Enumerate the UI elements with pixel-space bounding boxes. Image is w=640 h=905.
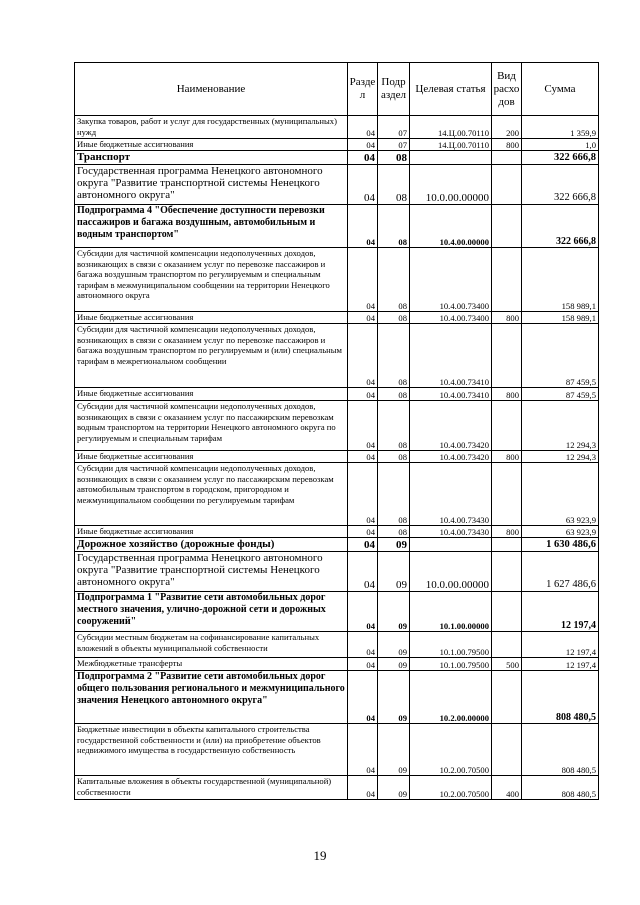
cell-podrazdel: 07 [378,139,410,151]
cell-vid [492,205,522,248]
cell-statya: 10.4.00.73420 [410,451,492,463]
table-row [75,724,599,776]
cell-podrazdel: 08 [378,312,410,324]
cell-vid: 800 [492,312,522,324]
cell-summa: 87 459,5 [522,388,599,401]
cell-vid [492,324,522,388]
cell-statya: 10.4.00.73420 [410,401,492,451]
cell-vid: 800 [492,451,522,463]
cell-name: Государственная программа Ненецкого автономного округа "Развитие транспортной системы Ненецкого автономного округа" [75,165,348,205]
cell-statya: 14.Ц.00.70110 [410,139,492,151]
cell-name: Субсидии для частичной компенсации недополученных доходов, возникающих в связи с оказанием услуг по перевозке пассажиров и багажа воздушным транспортом по регулируемым и (или) специальным тарифам в межрегиональном сообщении [75,324,348,388]
cell-statya [410,151,492,165]
table-row [75,463,599,526]
table-body [75,116,599,800]
cell-razdel: 04 [348,248,378,312]
cell-name: Подпрограмма 4 "Обеспечение доступности перевозки пассажиров и багажа воздушным, автомобильным и водным транспортом" [75,205,348,248]
cell-name: Государственная программа Ненецкого автономного округа "Развитие транспортной системы Ненецкого автономного округа" [75,552,348,592]
table-row [75,526,599,538]
cell-name: Иные бюджетные ассигнования [75,526,348,538]
cell-statya [410,538,492,552]
cell-statya: 10.0.00.00000 [410,552,492,592]
cell-razdel: 04 [348,451,378,463]
cell-razdel: 04 [348,139,378,151]
cell-vid [492,632,522,658]
cell-statya: 14.Ц.00.70110 [410,116,492,139]
cell-podrazdel: 08 [378,463,410,526]
cell-vid [492,248,522,312]
header-vid: Вид расхо дов [492,63,522,116]
cell-statya: 10.4.00.73430 [410,463,492,526]
cell-razdel: 04 [348,312,378,324]
cell-podrazdel: 08 [378,165,410,205]
cell-podrazdel: 08 [378,248,410,312]
cell-summa: 12 197,4 [522,658,599,671]
cell-summa: 322 666,8 [522,151,599,165]
cell-summa: 12 294,3 [522,401,599,451]
cell-statya: 10.4.00.00000 [410,205,492,248]
table-row [75,632,599,658]
cell-razdel: 04 [348,463,378,526]
cell-vid [492,671,522,724]
cell-razdel: 04 [348,632,378,658]
cell-statya: 10.1.00.00000 [410,592,492,632]
cell-podrazdel: 07 [378,116,410,139]
table-row [75,139,599,151]
table-row [75,165,599,205]
table-row [75,538,599,552]
budget-table [74,62,599,800]
cell-vid [492,401,522,451]
cell-summa: 158 989,1 [522,248,599,312]
cell-name: Субсидии для частичной компенсации недополученных доходов, возникающих в связи с оказанием услуг по пассажирским перевозкам водным транспортом на территории Ненецкого автономного округа по регулируемым и специальным тарифам [75,401,348,451]
cell-podrazdel: 08 [378,401,410,451]
cell-summa: 63 923,9 [522,463,599,526]
cell-podrazdel: 08 [378,388,410,401]
header-summa: Сумма [522,63,599,116]
cell-summa: 808 480,5 [522,776,599,800]
cell-name: Иные бюджетные ассигнования [75,451,348,463]
cell-summa: 322 666,8 [522,165,599,205]
cell-name: Субсидии для частичной компенсации недополученных доходов, возникающих в связи с оказанием услуг по перевозке пассажиров и багажа воздушным транспортом по регулируемым и специальным тарифам в межмуниципальном сообщении на территории Ненецкого автономного округа [75,248,348,312]
cell-podrazdel: 08 [378,324,410,388]
cell-vid [492,151,522,165]
table-row [75,401,599,451]
cell-podrazdel: 09 [378,538,410,552]
cell-summa: 322 666,8 [522,205,599,248]
table-row [75,451,599,463]
header-name: Наименование [75,63,348,116]
cell-vid [492,538,522,552]
table-row [75,388,599,401]
cell-podrazdel: 08 [378,451,410,463]
table-row [75,324,599,388]
cell-statya: 10.2.00.70500 [410,724,492,776]
table-row [75,671,599,724]
cell-summa: 12 197,4 [522,632,599,658]
cell-vid: 400 [492,776,522,800]
cell-vid [492,724,522,776]
cell-vid: 800 [492,139,522,151]
cell-statya: 10.4.00.73400 [410,312,492,324]
cell-razdel: 04 [348,116,378,139]
cell-summa: 1 630 486,6 [522,538,599,552]
cell-summa: 1,0 [522,139,599,151]
cell-podrazdel: 09 [378,592,410,632]
cell-summa: 808 480,5 [522,671,599,724]
table-row [75,552,599,592]
header-podrazdel: Подр аздел [378,63,410,116]
cell-razdel: 04 [348,538,378,552]
cell-podrazdel: 08 [378,526,410,538]
cell-razdel: 04 [348,388,378,401]
table-row [75,248,599,312]
cell-name: Межбюджетные трансферты [75,658,348,671]
cell-podrazdel: 08 [378,205,410,248]
cell-podrazdel: 09 [378,658,410,671]
cell-statya: 10.1.00.79500 [410,632,492,658]
cell-razdel: 04 [348,658,378,671]
cell-razdel: 04 [348,205,378,248]
cell-name: Подпрограмма 1 "Развитие сети автомобильных дорог местного значения, улично-дорожной сети и дорожных сооружений" [75,592,348,632]
cell-razdel: 04 [348,151,378,165]
table-row [75,205,599,248]
cell-razdel: 04 [348,165,378,205]
cell-name: Дорожное хозяйство (дорожные фонды) [75,538,348,552]
cell-summa: 1 627 486,6 [522,552,599,592]
header-statya: Целевая статья [410,63,492,116]
cell-summa: 808 480,5 [522,724,599,776]
cell-statya: 10.4.00.73410 [410,388,492,401]
table-row [75,116,599,139]
cell-name: Капитальные вложения в объекты государственной (муниципальной) собственности [75,776,348,800]
cell-vid [492,463,522,526]
cell-summa: 158 989,1 [522,312,599,324]
cell-razdel: 04 [348,776,378,800]
cell-podrazdel: 09 [378,724,410,776]
table-row [75,592,599,632]
page-number: 19 [313,848,327,863]
cell-vid [492,592,522,632]
cell-razdel: 04 [348,401,378,451]
cell-razdel: 04 [348,671,378,724]
cell-name: Бюджетные инвестиции в объекты капитального строительства государственной собственности и (или) на приобретение объектов недвижимого имущества в государственную собственность [75,724,348,776]
cell-vid: 200 [492,116,522,139]
cell-vid: 500 [492,658,522,671]
cell-razdel: 04 [348,724,378,776]
cell-statya: 10.4.00.73400 [410,248,492,312]
cell-name: Подпрограмма 2 "Развитие сети автомобильных дорог общего пользования регионального и межмуниципального значения Ненецкого автономного округа" [75,671,348,724]
cell-summa: 12 197,4 [522,592,599,632]
cell-summa: 87 459,5 [522,324,599,388]
table-header-row [75,63,599,116]
table-row [75,658,599,671]
cell-statya: 10.1.00.79500 [410,658,492,671]
cell-summa: 63 923,9 [522,526,599,538]
cell-name: Иные бюджетные ассигнования [75,139,348,151]
cell-podrazdel: 09 [378,776,410,800]
cell-razdel: 04 [348,552,378,592]
cell-summa: 1 359,9 [522,116,599,139]
cell-razdel: 04 [348,592,378,632]
cell-statya: 10.0.00.00000 [410,165,492,205]
cell-vid: 800 [492,388,522,401]
table-row [75,776,599,800]
cell-name: Закупка товаров, работ и услуг для государственных (муниципальных) нужд [75,116,348,139]
cell-statya: 10.4.00.73430 [410,526,492,538]
cell-podrazdel: 09 [378,632,410,658]
cell-name: Иные бюджетные ассигнования [75,388,348,401]
table-row [75,312,599,324]
cell-summa: 12 294,3 [522,451,599,463]
cell-vid [492,552,522,592]
cell-statya: 10.4.00.73410 [410,324,492,388]
cell-statya: 10.2.00.70500 [410,776,492,800]
cell-podrazdel: 08 [378,151,410,165]
cell-statya: 10.2.00.00000 [410,671,492,724]
cell-name: Субсидии для частичной компенсации недополученных доходов, возникающих в связи с оказанием услуг по пассажирским перевозкам автомобильным транспортом в городском, пригородном и межмуниципальном сообщении по регулируемым тарифам [75,463,348,526]
table-row [75,151,599,165]
cell-name: Иные бюджетные ассигнования [75,312,348,324]
cell-name: Субсидии местным бюджетам на софинансирование капитальных вложений в объекты муниципальной собственности [75,632,348,658]
header-razdel: Разде л [348,63,378,116]
cell-podrazdel: 09 [378,552,410,592]
cell-podrazdel: 09 [378,671,410,724]
cell-vid: 800 [492,526,522,538]
cell-razdel: 04 [348,526,378,538]
cell-name: Транспорт [75,151,348,165]
cell-vid [492,165,522,205]
cell-razdel: 04 [348,324,378,388]
